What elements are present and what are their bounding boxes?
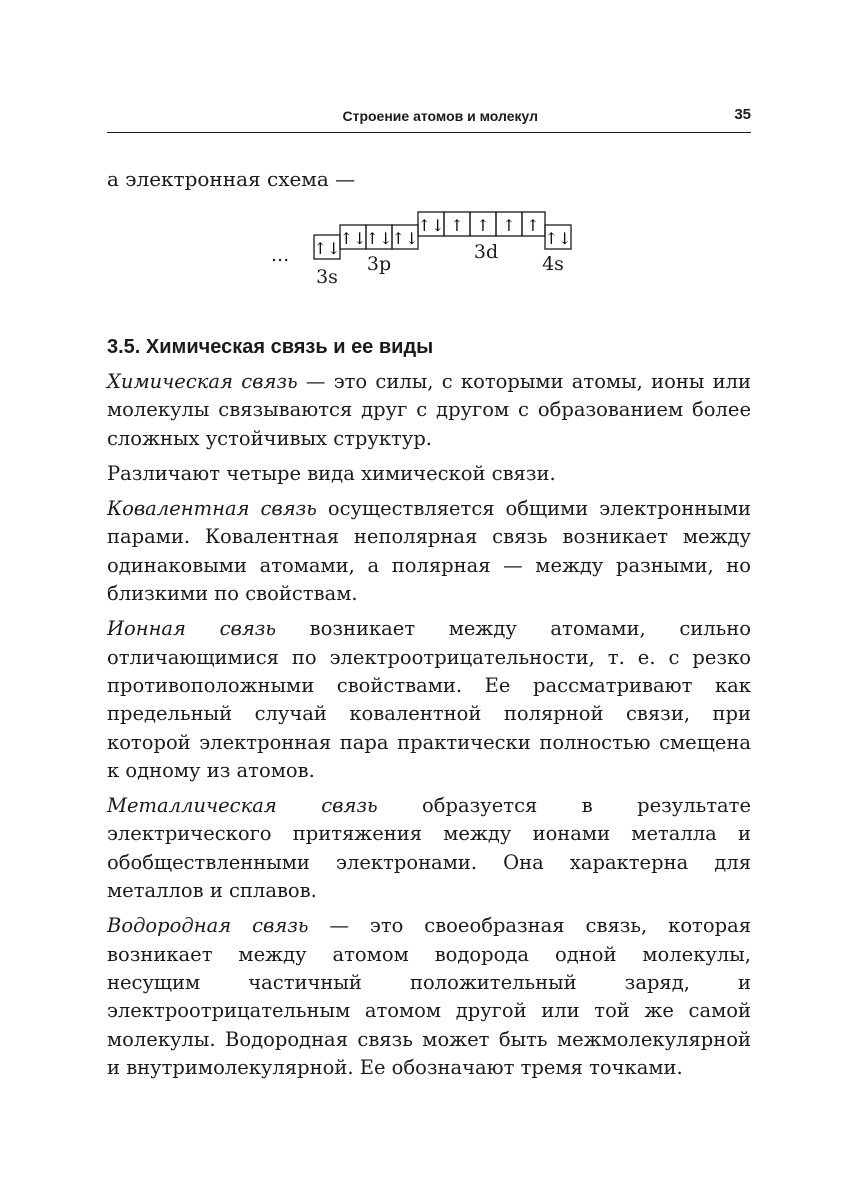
paragraph-text: возникает между атомами, сильно отличающимися по электроотрицательности, т. е. с резко противоположными свойствами. Ее рассматривают как предельный случай ковалентной полярной связи, при которой электронная пара практически полностью смещена к одному из атомов.	[107, 617, 751, 782]
paragraph-text: Различают четыре вида химической связи.	[107, 461, 556, 485]
orbital-ellipsis: ...	[271, 244, 290, 266]
body-text	[107, 368, 751, 1089]
paragraph-text: осуществляется общими электронными парами. Ковалентная неполярная связь возникает между одинаковыми атомами, а полярная — между разными, но близкими по свойствам.	[107, 497, 751, 606]
paragraph-chemical-bond	[107, 368, 751, 453]
term-ionic-bond: Ионная связь	[107, 617, 277, 641]
paragraph-ionic-bond	[107, 615, 751, 785]
orbital-arrows: ↑↓	[339, 229, 367, 248]
term-hydrogen-bond: Водородная связь	[107, 914, 309, 938]
paragraph-text: — это силы, с которыми атомы, ионы или молекулы связываются друг с другом с образованием более сложных устойчивых структур.	[107, 370, 752, 450]
paragraph-text: — это своеобразная связь, которая возникает между атомом водорода одной молекулы, несущим частичный положительный заряд, и электроотрицательным атомом другой или той же самой молекулы. Водородная связь может быть межмолекулярной и внутримолекулярной. Ее обозначают тремя точками.	[107, 914, 751, 1079]
orbital-arrows: ↑	[526, 216, 540, 235]
orbital-arrows: ↑↓	[417, 216, 445, 235]
sublevel-label-3s: 3s	[316, 266, 338, 288]
paragraph-text: образуется в результате электрического притяжения между ионами металла и обобществленными электронами. Она характерна для металлов и сплавов.	[107, 794, 751, 903]
electron-orbital-diagram	[0, 0, 857, 300]
paragraph-covalent-bond	[107, 495, 751, 608]
paragraph-hydrogen-bond	[107, 912, 751, 1082]
orbital-arrows: ↑	[476, 216, 490, 235]
section-title: 3.5. Химическая связь и ее виды	[107, 336, 434, 358]
term-chemical-bond: Химическая связь	[107, 370, 298, 393]
sublevel-label-3p: 3p	[366, 253, 392, 275]
sublevel-label-4s: 4s	[542, 253, 564, 275]
orbital-arrows: ↑↓	[313, 239, 341, 258]
term-metallic-bond: Металлическая связь	[107, 794, 378, 818]
orbital-arrows: ↑	[502, 216, 516, 235]
page-number: 35	[734, 106, 751, 123]
orbital-arrows: ↑↓	[544, 229, 572, 248]
intro-text: а электронная схема —	[107, 167, 356, 191]
orbital-arrows: ↑	[450, 216, 464, 235]
orbital-arrows: ↑↓	[391, 229, 419, 248]
paragraph-bond-types	[107, 460, 751, 488]
sublevel-label-3d: 3d	[473, 241, 499, 263]
paragraph-metallic-bond	[107, 792, 751, 905]
term-covalent-bond: Ковалентная связь	[107, 497, 317, 521]
orbital-arrows: ↑↓	[365, 229, 393, 248]
running-title: Строение атомов и молекул	[342, 108, 538, 124]
